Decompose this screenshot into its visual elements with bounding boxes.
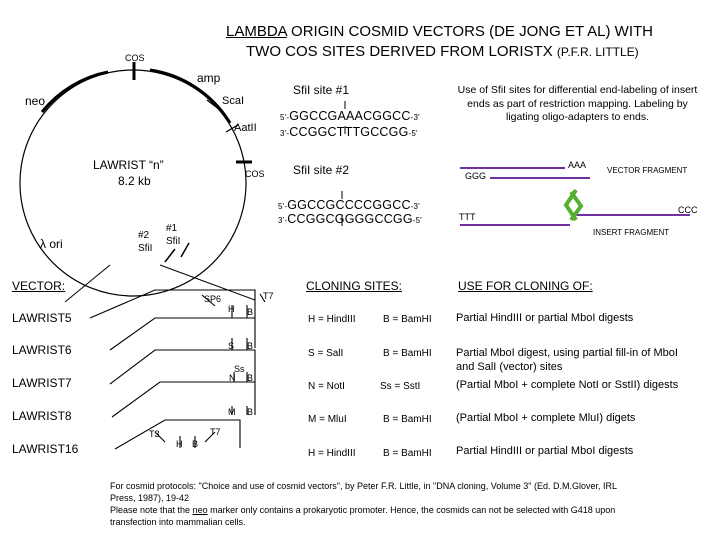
sfi1-site-label: #1 SfiI [166,223,181,247]
insert-fragment-label: INSERT FRAGMENT [593,228,670,237]
vector-2-site2: B = BamHI [383,348,432,359]
t3-label: T3 [149,429,160,439]
aaa-label: AAA [568,160,587,170]
vector-2-site1: S = SalI [308,348,344,359]
scai-label: ScaI [222,95,245,107]
ggg-label: GGG [465,171,487,181]
row4-site-b: B [247,407,254,417]
vector-name-4: LAWRIST8 [12,409,72,423]
cos-right-label: COS [245,169,265,179]
lawrist-n-label: LAWRIST “n” [93,158,164,172]
sfi2-bottom-strand: 3'-CCGGCGGGGCCGG-5' [278,212,423,226]
amp-label: amp [197,71,221,85]
row1-site-b: B [247,307,254,317]
vector-3-site1: N = NotI [308,381,345,392]
title-line1: ORIGIN COSMID VECTORS (DE JONG ET AL) WITH [286,23,654,40]
footnote-neo-note: Please note that the neo marker only contains a prokaryotic promoter. Hence, the cosmids can not be selected with G418 upon transfection into mammalian cells. [110,505,616,528]
title-line2: TWO COS SITES DERIVED FROM LORISTX [246,43,553,60]
ccc-label: CCC [678,205,698,215]
vector-header: VECTOR: [12,279,66,293]
sfi1-top-strand: 5'-GGCCGAAACGGCC-3' [280,109,420,123]
cloning-sites-header: CLONING SITES: [306,279,403,293]
cos-top-label: COS [125,53,145,63]
row5-site-h: H [176,439,183,449]
row2-site-s: S [228,341,235,351]
vector-5-use: Partial HindIII or partial MboI digests [456,445,634,457]
vector-name-2: LAWRIST6 [12,343,72,357]
vector-name-1: LAWRIST5 [12,311,72,325]
sfi2-top-strand: 5'-GGCCGCCCCGGCC-3' [278,198,420,212]
vector-3-site2: Ss = SstI [380,381,421,392]
t7-bottom-label: T7 [210,427,221,437]
vector-3-use: (Partial MboI + complete NotI or SstII) digests [456,379,679,391]
sfi1-heading: SfiI site #1 [293,83,350,97]
row4-site-m: M [228,407,236,417]
sfi1-tick [181,243,189,257]
vector-5-site2: B = BamHI [383,448,432,459]
row1-site-h: H [228,304,235,314]
sfi2-heading: SfiI site #2 [293,163,350,177]
vector-1-site2: B = BamHI [383,314,432,325]
sfi2-site-label: #2 SfiI [138,230,153,254]
row3-site-b: B [247,373,254,383]
sp6-label: SP6 [204,294,222,304]
row3-site-n: N [229,373,236,383]
vector-1-use: Partial HindIII or partial MboI digests [456,312,634,324]
vector-2-use: Partial MboI digest, using partial fill-in of MboI and SalI (vector) sites [456,347,678,374]
sfi-usage-note: Use of SfiI sites for differential end-labeling of insert ends as part of restriction mapping. Labeling by ligating oligo-adapters to ends. [457,84,698,124]
use-for-cloning-header: USE FOR CLONING OF: [458,279,593,293]
vector-name-5: LAWRIST16 [12,442,79,456]
vector-4-site2: B = BamHI [383,414,432,425]
title-prefix: LAMBDA [226,23,287,40]
footnote-reference: For cosmid protocols: "Choice and use of cosmid vectors", by Peter F.R. Little, in "DNA cloning, Volume 3" (Ed. D.M.Glover, IRL Press, 1987), 19-42 [110,481,617,504]
vector-4-site1: M = MluI [308,414,347,425]
size-label: 8.2 kb [118,174,151,188]
title-credit: (P.F.R. LITTLE) [556,45,639,59]
vector-name-3: LAWRIST7 [12,376,72,390]
vector-5-site1: H = HindIII [308,448,356,459]
vector-4-use: (Partial MboI + complete MluI) digets [456,412,636,424]
t7-top-label: T7 [263,291,274,301]
neo-arc [42,72,108,112]
sfi1-bottom-strand: 3'-CCGGCTTTGCCGG-5' [280,125,418,139]
row3-site-ss: Ss [234,364,245,374]
vector-fragment-label: VECTOR FRAGMENT [607,166,688,175]
ttt-label: TTT [459,212,476,222]
vector-1-site1: H = HindIII [308,314,356,325]
aatii-label: AatII [234,122,257,134]
lambda-ori-label: λ ori [40,237,63,251]
neo-label: neo [25,94,46,108]
row2-site-b: B [247,341,254,351]
row5-site-b: B [192,439,199,449]
zoom-line-left [65,265,110,302]
sfi2-tick [165,249,175,262]
